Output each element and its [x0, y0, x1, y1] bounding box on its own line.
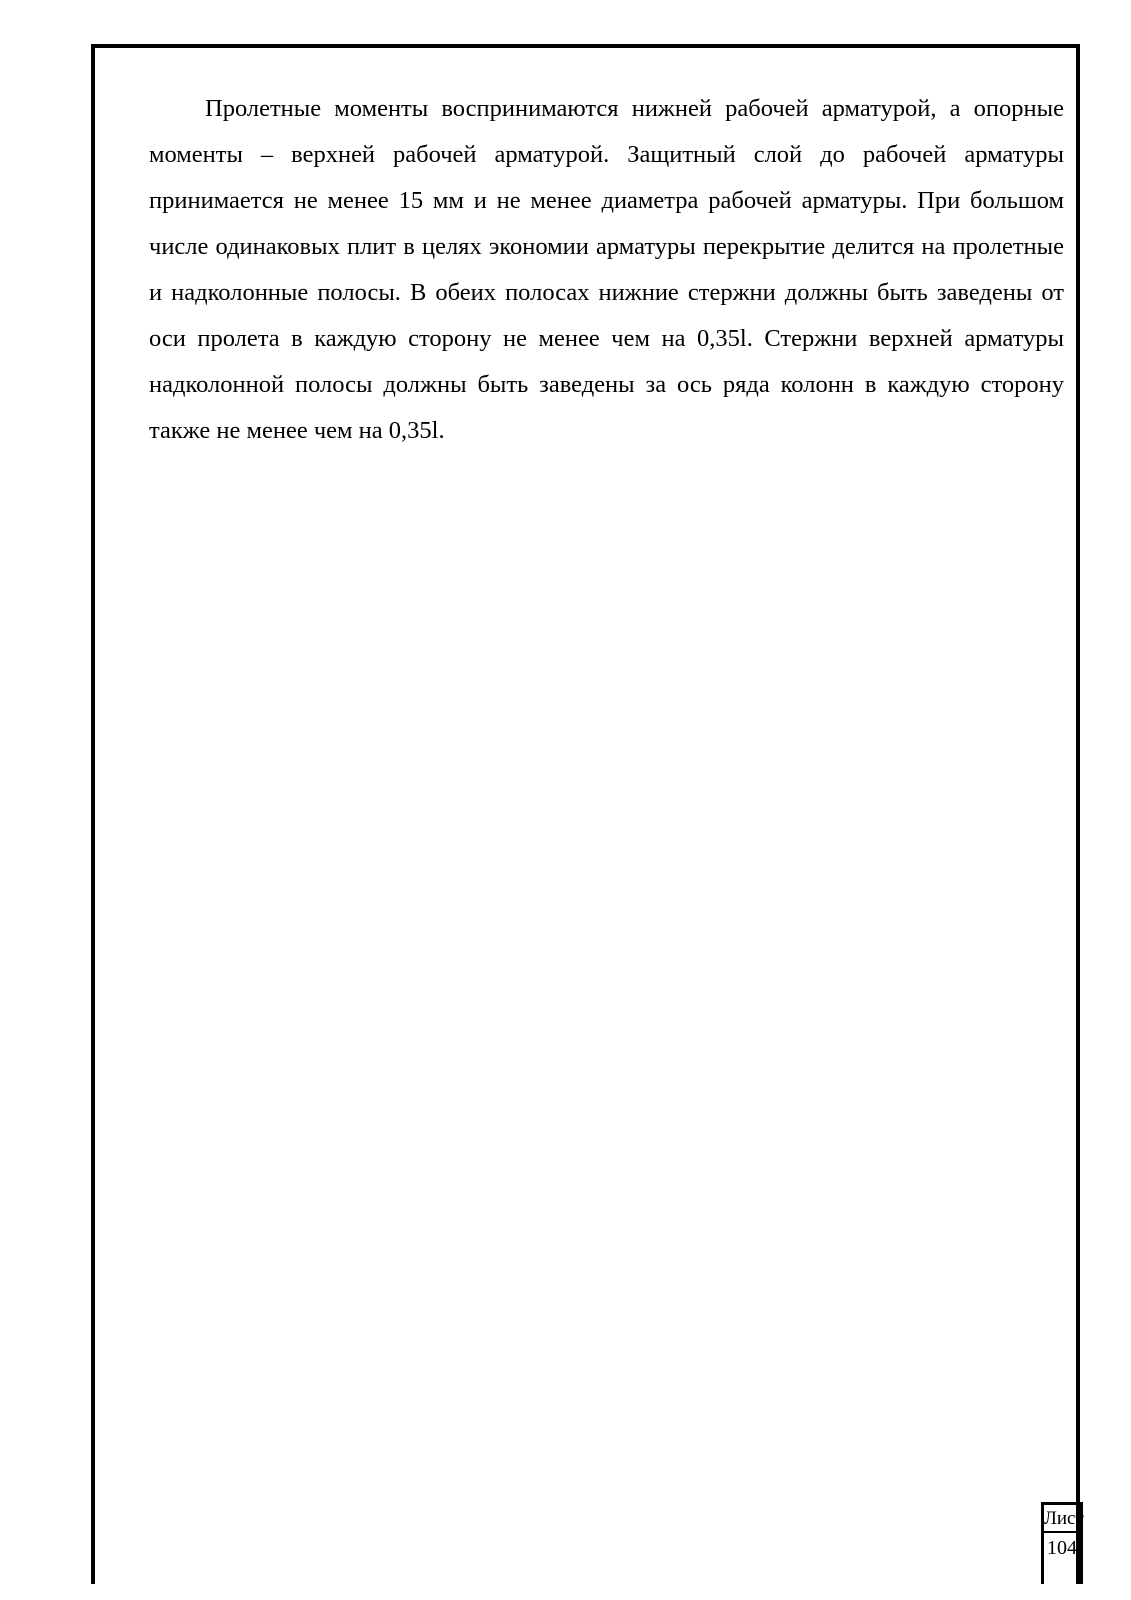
title-block-sheet [1041, 1502, 1083, 1584]
sheet-label: Лист [1044, 1505, 1080, 1533]
body-paragraph: Пролетные моменты воспринимаются нижней рабочей арматурой, а опорные моменты – верхней рабочей арматурой. Защитный слой до рабочей арматуры принимается не менее 15 мм и не менее диаметра рабочей арматуры. При большом числе одинаковых плит в целях экономии арматуры перекрытие делится на пролетные и надколонные полосы. В обеих полосах нижние стержни должны быть заведены от оси пролета в каждую сторону не менее чем на 0,35l. Стержни верхней арматуры надколонной полосы должны быть заведены за ось ряда колонн в каждую сторону также не менее чем на 0,35l. [149, 95, 1064, 444]
sheet-number: 104 [1047, 1537, 1077, 1559]
